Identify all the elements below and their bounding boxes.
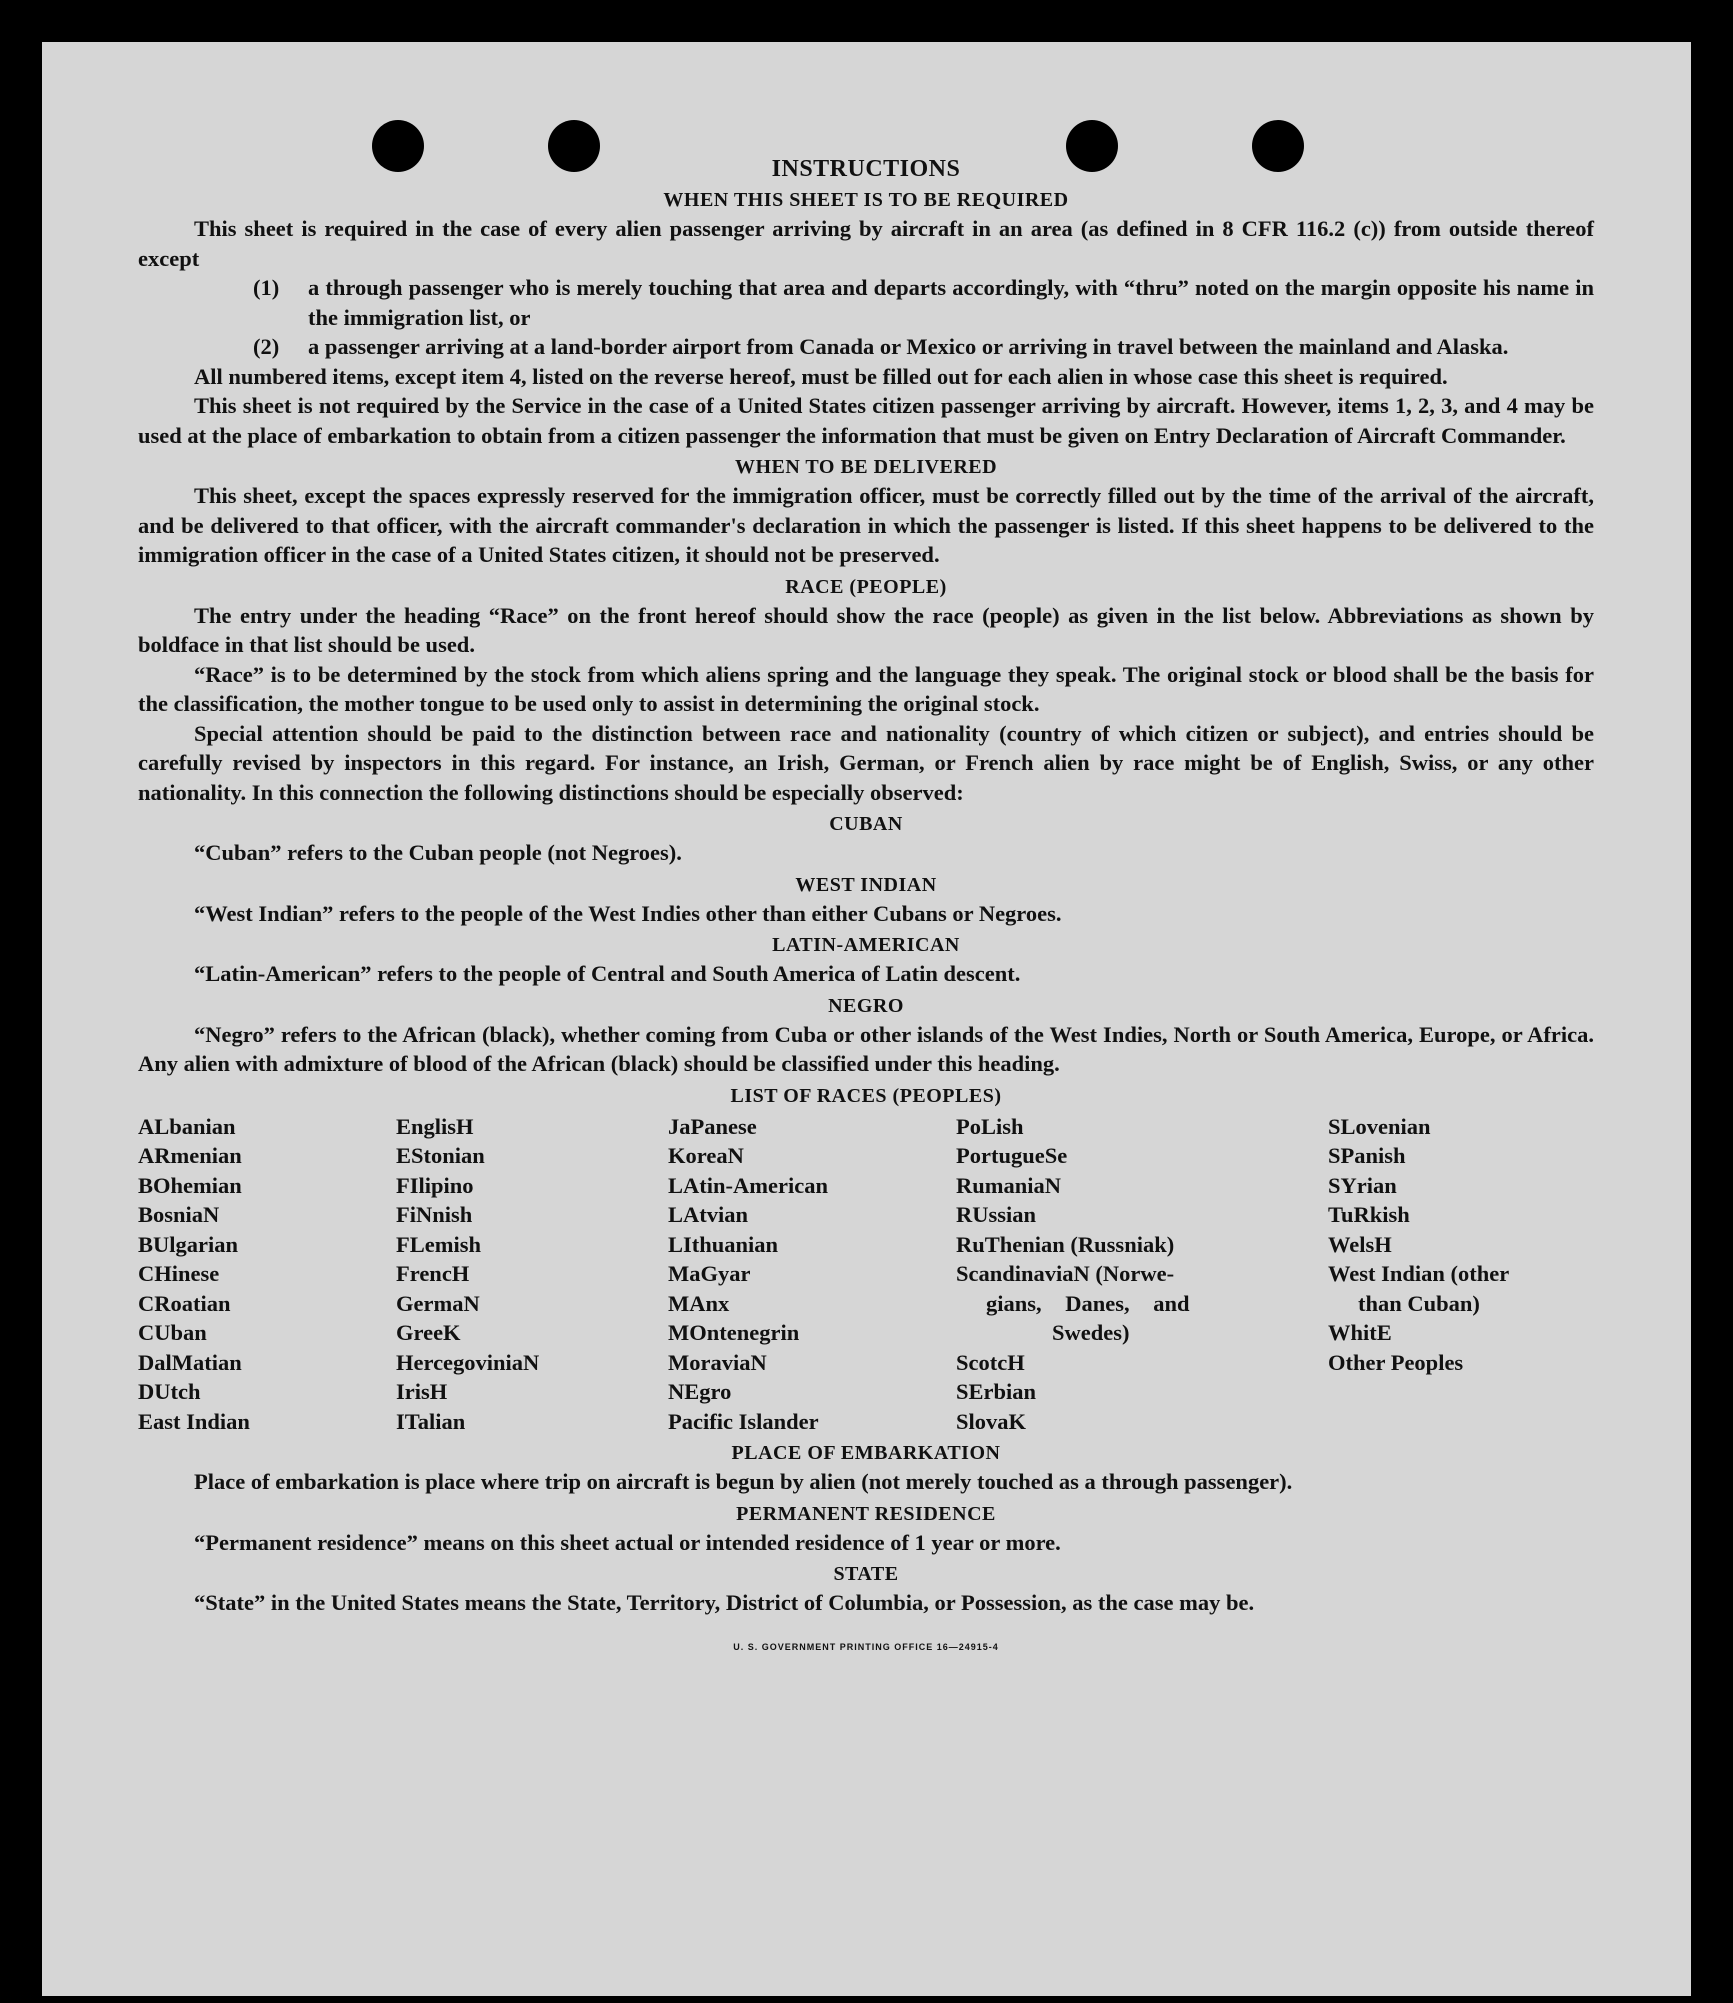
race-entry: EStonian — [396, 1143, 485, 1168]
race-entry: ScandinaviaN (Norwe- — [956, 1261, 1175, 1286]
section-heading: LIST OF RACES (PEOPLES) — [730, 1084, 1002, 1107]
paragraph: “Permanent residence” means on this sheet actual or intended residence of 1 year or more. — [194, 1529, 1061, 1555]
races-column — [1328, 1112, 1594, 1437]
race-entry: WhitE — [1328, 1320, 1392, 1345]
race-entry: Other Peoples — [1328, 1349, 1464, 1375]
paragraph: This sheet is required in the case of every alien passenger arriving by aircraft in an area (as defined in 8 CFR 116.2 (c)) from outside thereof except — [138, 216, 1594, 271]
item-number: (1) — [253, 275, 280, 300]
race-entry: TuRkish — [1328, 1202, 1410, 1227]
section-heading: PERMANENT RESIDENCE — [736, 1502, 996, 1525]
item-text: a through passenger who is merely touching that area and departs accordingly, with “thru” noted on the margin opposite his name in the immigration list, or — [308, 275, 1594, 330]
paragraph: This sheet, except the spaces expressly reserved for the immigration officer, must be correctly filled out by the time of the arrival of the aircraft, and be delivered to that officer, with the aircraft commander's declaration in which the passenger is listed. If this sheet happens to be delivered to the immigration officer in the case of a United States citizen, it should not be preserved. — [138, 483, 1594, 567]
race-entry: BOhemian — [138, 1172, 242, 1198]
item-number: (2) — [253, 334, 280, 359]
paragraph: Special attention should be paid to the distinction between race and nationality (country of which citizen or subject), and entries should be carefully revised by inspectors in this regard. For instance, an Irish, German, or French alien by race might be of English, Swiss, or any other nationality. In this connection the following distinctions should be especially observed: — [138, 720, 1594, 805]
page-title: INSTRUCTIONS — [771, 156, 961, 182]
race-entry: RumaniaN — [956, 1172, 1062, 1198]
section-heading: WHEN TO BE DELIVERED — [734, 456, 998, 478]
race-entry: DalMatian — [138, 1349, 242, 1375]
race-entry: RUssian — [956, 1202, 1037, 1227]
race-entry: EnglisH — [396, 1113, 474, 1139]
section-heading: LATIN-AMERICAN — [772, 934, 960, 956]
race-entry: SPanish — [1328, 1143, 1406, 1168]
race-entry: JaPanese — [668, 1113, 757, 1139]
printer-imprint: U. S. GOVERNMENT PRINTING OFFICE 16—24915-4 — [733, 1641, 999, 1652]
races-list — [138, 1112, 1594, 1437]
race-entry: FIlipino — [396, 1172, 474, 1198]
list-item — [138, 273, 1594, 332]
race-entry: SlovaK — [956, 1408, 1027, 1434]
race-entry: GreeK — [396, 1320, 461, 1345]
paragraph: This sheet is not required by the Service in the case of a United States citizen passenger arriving by aircraft. However, items 1, 2, 3, and 4 may be used at the place of embarkation to obtain from a citizen passenger the information that must be given on Entry Declaration of Aircraft Commander. — [138, 393, 1594, 448]
paragraph: Place of embarkation is place where trip on aircraft is begun by alien (not merely touched as a through passenger). — [194, 1469, 1293, 1494]
race-entry: MAnx — [668, 1290, 730, 1316]
race-entry: ALbanian — [138, 1113, 236, 1139]
race-entry: WelsH — [1328, 1231, 1392, 1257]
race-entry: GermaN — [396, 1290, 480, 1316]
race-entry: KoreaN — [668, 1143, 744, 1168]
section-heading: CUBAN — [829, 813, 903, 835]
list-item — [138, 332, 1594, 362]
race-entry: gians, Danes, and — [986, 1290, 1190, 1316]
race-entry: MoraviaN — [668, 1349, 767, 1375]
race-entry: Swedes) — [1052, 1320, 1130, 1345]
section-heading: PLACE OF EMBARKATION — [731, 1442, 1001, 1464]
race-entry: SErbian — [956, 1379, 1037, 1404]
paragraph: “West Indian” refers to the people of the West Indies other than either Cubans or Negroes. — [194, 900, 1062, 926]
race-entry: ITalian — [396, 1408, 466, 1434]
race-entry: SLovenian — [1328, 1113, 1431, 1139]
paragraph: “Negro” refers to the African (black), whether coming from Cuba or other islands of the West Indies, North or South America, Europe, or Africa. Any alien with admixture of blood of the African (black) should be classified under this heading. — [138, 1021, 1594, 1076]
paragraph: All numbered items, except item 4, listed on the reverse hereof, must be filled out for each alien in whose case this sheet is required. — [194, 363, 1448, 389]
race-entry: CRoatian — [138, 1290, 231, 1316]
race-entry: FLemish — [396, 1231, 482, 1257]
paragraph: “Latin-American” refers to the people of Central and South America of Latin descent. — [194, 961, 1021, 986]
race-entry: SYrian — [1328, 1172, 1397, 1198]
race-entry: West Indian (other — [1328, 1261, 1510, 1286]
paragraph: “Race” is to be determined by the stock from which aliens spring and the language they speak. The original stock or blood shall be the basis for the classification, the mother tongue to be used only to assist in determining the original stock. — [138, 661, 1594, 716]
race-entry: DUtch — [138, 1379, 201, 1404]
section-heading: WHEN THIS SHEET IS TO BE REQUIRED — [663, 189, 1069, 211]
race-entry: RuThenian (Russniak) — [956, 1231, 1175, 1257]
race-entry: FrencH — [396, 1261, 470, 1286]
race-entry: PortugueSe — [956, 1143, 1068, 1168]
race-entry: BUlgarian — [138, 1231, 239, 1257]
races-column — [668, 1112, 956, 1437]
race-entry: than Cuban) — [1358, 1290, 1480, 1316]
race-entry: ARmenian — [138, 1143, 242, 1168]
paragraph: “Cuban” refers to the Cuban people (not Negroes). — [194, 840, 682, 865]
document-sheet — [42, 42, 1691, 1996]
races-column — [138, 1112, 396, 1437]
race-entry: ScotcH — [956, 1349, 1025, 1375]
section-heading: RACE (PEOPLE) — [785, 575, 947, 598]
race-entry: MaGyar — [668, 1261, 751, 1286]
race-entry: NEgro — [668, 1379, 732, 1404]
race-entry: MOntenegrin — [668, 1320, 800, 1345]
race-entry: East Indian — [138, 1408, 250, 1434]
item-text: a passenger arriving at a land-border airport from Canada or Mexico or arriving in travel between the mainland and Alaska. — [308, 334, 1509, 359]
races-column — [956, 1112, 1328, 1437]
section-heading: WEST INDIAN — [795, 873, 937, 896]
race-entry: LIthuanian — [668, 1231, 779, 1257]
paragraph: “State” in the United States means the State, Territory, District of Columbia, or Possession, as the case may be. — [194, 1590, 1255, 1615]
race-entry: LAtvian — [668, 1202, 749, 1227]
race-entry: HercegoviniaN — [396, 1349, 540, 1375]
race-entry: BosniaN — [138, 1202, 220, 1227]
instructions-content — [138, 112, 1594, 1652]
race-entry: IrisH — [396, 1379, 448, 1404]
section-heading: NEGRO — [828, 994, 904, 1017]
race-entry: CUban — [138, 1320, 207, 1345]
race-entry: LAtin-American — [668, 1172, 828, 1198]
race-entry: Pacific Islander — [668, 1408, 819, 1434]
section-heading: STATE — [833, 1563, 899, 1585]
paragraph: The entry under the heading “Race” on the front hereof should show the race (people) as given in the list below. Abbreviations as shown by boldface in that list should be used. — [138, 602, 1594, 657]
race-entry: CHinese — [138, 1261, 220, 1286]
race-entry: PoLish — [956, 1113, 1024, 1139]
race-entry: FiNnish — [396, 1202, 473, 1227]
races-column — [396, 1112, 668, 1437]
